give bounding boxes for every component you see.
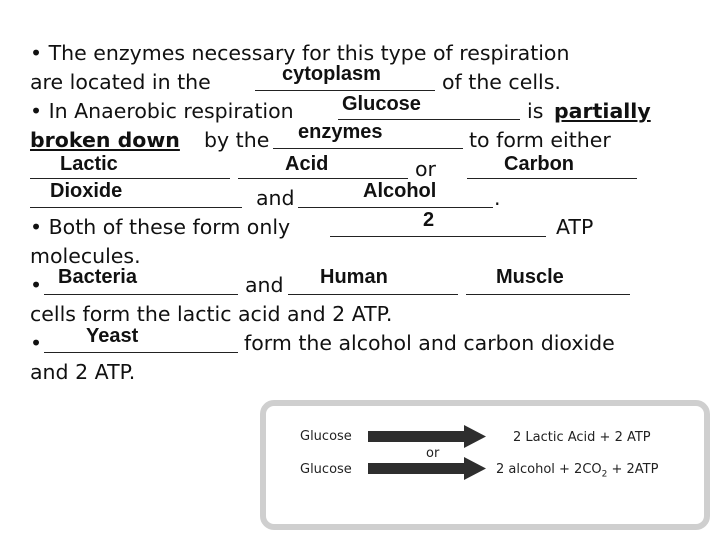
text-line-3-is: is — [527, 99, 544, 123]
answer-glucose: Glucose — [342, 93, 421, 115]
answer-cytoplasm: cytoplasm — [282, 63, 381, 85]
blank-underline — [466, 294, 630, 295]
arrow-bottom-shaft — [368, 463, 464, 474]
arrow-right-icon — [368, 457, 486, 480]
text-line-1: • The enzymes necessary for this type of respiration — [30, 41, 570, 65]
answer-acid: Acid — [285, 153, 329, 175]
text-line-2-end: of the cells. — [442, 70, 561, 94]
bullet-11: • — [30, 331, 43, 355]
blank-underline — [467, 178, 637, 179]
text-line-4-end: to form either — [469, 128, 611, 152]
arrow-top-shaft — [368, 431, 464, 442]
answer-muscle: Muscle — [496, 266, 564, 288]
blank-underline — [30, 178, 230, 179]
text-line-12: and 2 ATP. — [30, 360, 136, 384]
answer-alcohol: Alcohol — [363, 180, 437, 202]
blank-underline — [298, 207, 493, 208]
diagram-arrows — [368, 425, 488, 485]
blank-underline — [338, 119, 520, 120]
answer-lactic: Lactic — [60, 153, 118, 175]
diagram-product-alcohol: 2 alcohol + $2CO_2 + 2ATP$ — [496, 462, 659, 480]
bullet-9: • — [30, 273, 43, 297]
diagram-glucose-top: Glucose — [300, 429, 352, 444]
arrow-top-head — [464, 425, 486, 448]
text-line-7-atp: ATP — [556, 215, 594, 239]
emphasis-partially: partially — [554, 99, 651, 123]
text-line-7-start: • Both of these form only — [30, 215, 291, 239]
text-line-9-and: and — [245, 273, 284, 297]
answer-two: 2 — [423, 209, 435, 231]
text-line-6-period: . — [494, 186, 501, 210]
answer-yeast: Yeast — [86, 325, 139, 347]
text-line-5-or: or — [415, 157, 436, 181]
text-line-6-and: and — [256, 186, 295, 210]
blank-underline — [288, 294, 458, 295]
text-line-4-by: by the — [204, 128, 270, 152]
answer-human: Human — [320, 266, 388, 288]
diagram-or: or — [426, 446, 440, 461]
arrow-right-icon — [368, 425, 486, 448]
diagram-glucose-bottom: Glucose — [300, 462, 352, 477]
text-line-11-end: form the alcohol and carbon dioxide — [244, 331, 615, 355]
answer-dioxide: Dioxide — [50, 180, 123, 202]
answer-bacteria: Bacteria — [58, 266, 137, 288]
text-line-2-start: are located in the — [30, 70, 211, 94]
blank-underline — [273, 148, 463, 149]
blank-underline — [30, 207, 242, 208]
emphasis-broken-down: broken down — [30, 128, 180, 152]
blank-underline — [238, 178, 408, 179]
diagram-product-lactic: 2 Lactic Acid + 2 ATP — [513, 430, 651, 445]
blank-underline — [44, 352, 238, 353]
arrow-bottom-head — [464, 457, 486, 480]
blank-underline — [330, 236, 546, 237]
text-line-3-start: • In Anaerobic respiration — [30, 99, 294, 123]
blank-underline — [255, 90, 435, 91]
text-line-10: cells form the lactic acid and 2 ATP. — [30, 302, 393, 326]
answer-enzymes: enzymes — [298, 121, 383, 143]
text-line-8: molecules. — [30, 244, 141, 268]
blank-underline — [44, 294, 238, 295]
answer-carbon: Carbon — [504, 153, 574, 175]
